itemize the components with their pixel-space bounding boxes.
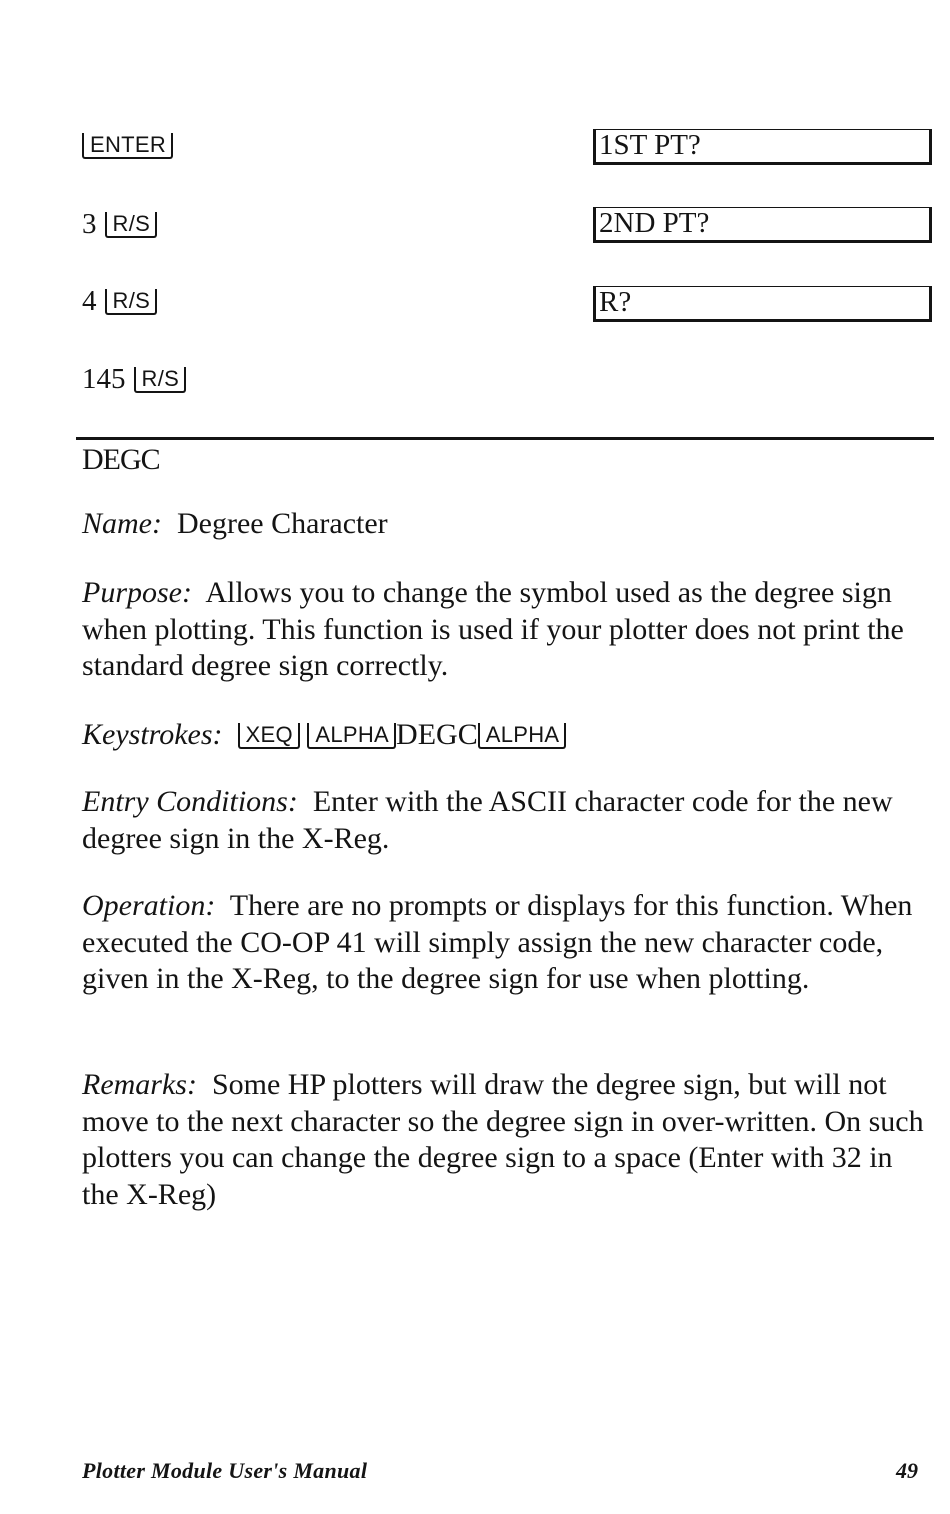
- display-text: R?: [599, 286, 632, 318]
- purpose-paragraph: [82, 575, 932, 685]
- run-stop-key: R/S: [105, 212, 158, 238]
- section-heading: DEGC: [82, 443, 160, 476]
- name-label: Name:: [82, 507, 162, 540]
- run-stop-key: R/S: [134, 367, 187, 393]
- purpose-text: Allows you to change the symbol used as the degree sign when plotting. This function is used if your plotter does not print the standard degree sign correctly.: [82, 576, 904, 682]
- display-2nd-pt: [593, 207, 932, 243]
- remarks-label: Remarks:: [82, 1068, 197, 1101]
- operation-label: Operation:: [82, 889, 216, 922]
- section-divider: [76, 437, 934, 440]
- alpha-key: ALPHA: [307, 723, 396, 749]
- keystrokes-label: Keystrokes:: [82, 718, 223, 751]
- run-stop-key: R/S: [105, 289, 158, 315]
- step-number: 145: [82, 363, 126, 395]
- keystrokes-paragraph: [82, 717, 932, 754]
- operation-paragraph: [82, 888, 932, 998]
- entry-conditions-paragraph: [82, 784, 932, 857]
- footer-title: Plotter Module User's Manual: [82, 1458, 368, 1483]
- name-paragraph: [82, 506, 932, 543]
- remarks-text: Some HP plotters will draw the degree sign, but will not move to the next character so the degree sign in over-written. On such plotters you can change the degree sign to a space (Enter with 32 in the X-Reg): [82, 1068, 924, 1211]
- display-1st-pt: [593, 129, 932, 165]
- step-number: 4: [82, 285, 97, 317]
- remarks-paragraph: [82, 1067, 932, 1213]
- display-text: 2ND PT?: [599, 207, 710, 239]
- step-number: 3: [82, 208, 97, 240]
- entry-conditions-text: Enter with the ASCII character code for the new degree sign in the X-Reg.: [82, 785, 893, 855]
- entry-conditions-label: Entry Conditions:: [82, 785, 298, 818]
- xeq-key: XEQ: [238, 723, 300, 749]
- name-value: Degree Character: [176, 507, 388, 540]
- alpha-key: ALPHA: [478, 723, 567, 749]
- step-145-rs: [82, 361, 186, 397]
- step-3-rs: [82, 206, 157, 242]
- page-number: 49: [896, 1458, 918, 1483]
- function-name: DEGC: [396, 718, 478, 751]
- purpose-label: Purpose:: [82, 576, 192, 609]
- display-text: 1ST PT?: [599, 129, 701, 161]
- operation-text: There are no prompts or displays for this function. When executed the CO-OP 41 will simply assign the new character code, given in the X-Reg, to the degree sign for use when plotting.: [82, 889, 913, 995]
- enter-key: ENTER: [82, 133, 173, 159]
- step-4-rs: [82, 283, 157, 319]
- display-r: [593, 286, 932, 322]
- step-enter: [82, 127, 173, 163]
